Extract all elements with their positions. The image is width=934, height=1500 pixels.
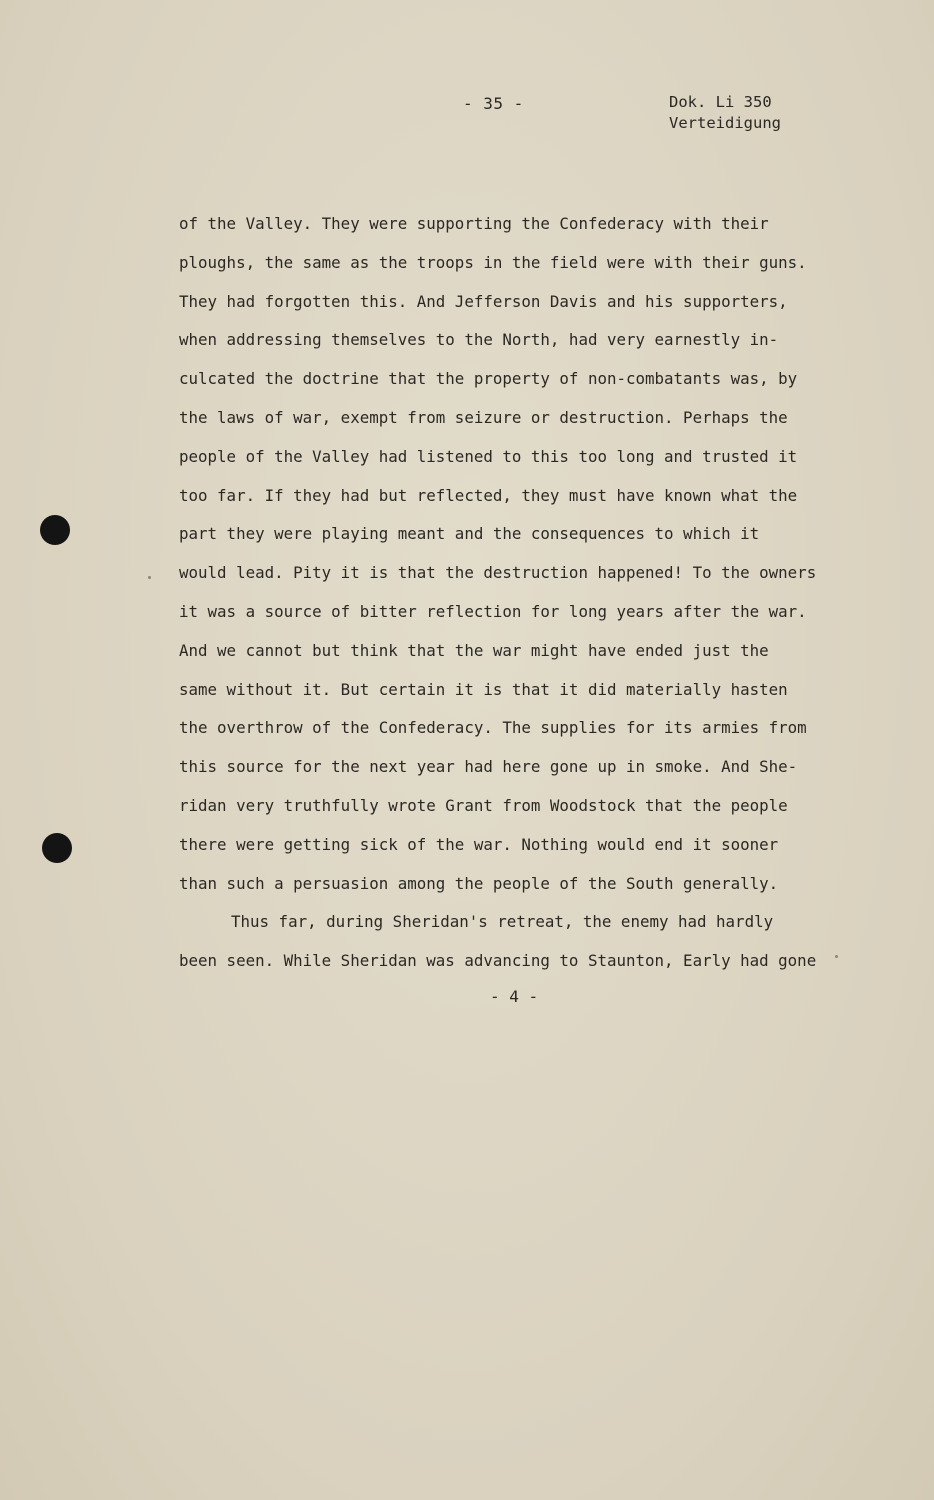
text-line: when addressing themselves to the North, had very earnestly in- bbox=[179, 330, 779, 350]
text-line: of the Valley. They were supporting the Confederacy with their bbox=[179, 214, 769, 233]
text-line: ridan very truthfully wrote Grant from Woodstock that the people bbox=[179, 795, 788, 815]
text-line: been seen. While Sheridan was advancing to Staunton, Early had gone bbox=[179, 951, 817, 971]
document-reference bbox=[669, 92, 781, 134]
punch-hole-top bbox=[40, 515, 70, 545]
text-line: the laws of war, exempt from seizure or destruction. Perhaps the bbox=[179, 407, 788, 427]
punch-hole-bottom bbox=[42, 833, 72, 863]
body-text bbox=[179, 205, 839, 981]
text-line: too far. If they had but reflected, they must have known what the bbox=[179, 485, 798, 505]
text-line: same without it. But certain it is that it did materially hasten bbox=[179, 679, 788, 699]
footer-page-number: - 4 - bbox=[490, 987, 539, 1006]
text-line: there were getting sick of the war. Nothing would end it sooner bbox=[179, 834, 779, 854]
text-line: ploughs, the same as the troops in the field were with their guns. bbox=[179, 252, 807, 272]
text-line: it was a source of bitter reflection for long years after the war. bbox=[179, 601, 807, 621]
text-line: would lead. Pity it is that the destruction happened! To the owners bbox=[179, 563, 817, 583]
text-line: And we cannot but think that the war might have ended just the bbox=[179, 640, 769, 660]
text-line: this source for the next year had here gone up in smoke. And She- bbox=[179, 757, 798, 777]
text-line: They had forgotten this. And Jefferson Davis and his supporters, bbox=[179, 291, 788, 311]
doc-ref-id: Dok. Li 350 bbox=[669, 93, 772, 111]
text-line: than such a persuasion among the people of the South generally. bbox=[179, 873, 779, 893]
text-line: part they were playing meant and the consequences to which it bbox=[179, 524, 760, 544]
text-line: the overthrow of the Confederacy. The supplies for its armies from bbox=[179, 718, 807, 738]
doc-ref-label: Verteidigung bbox=[669, 114, 781, 132]
text-line: culcated the doctrine that the property of non-combatants was, by bbox=[179, 369, 798, 389]
text-line: people of the Valley had listened to this too long and trusted it bbox=[179, 446, 798, 466]
text-line-indented: Thus far, during Sheridan's retreat, the enemy had hardly bbox=[231, 912, 774, 932]
paper-speck bbox=[148, 576, 151, 579]
page-number: - 35 - bbox=[463, 94, 524, 113]
